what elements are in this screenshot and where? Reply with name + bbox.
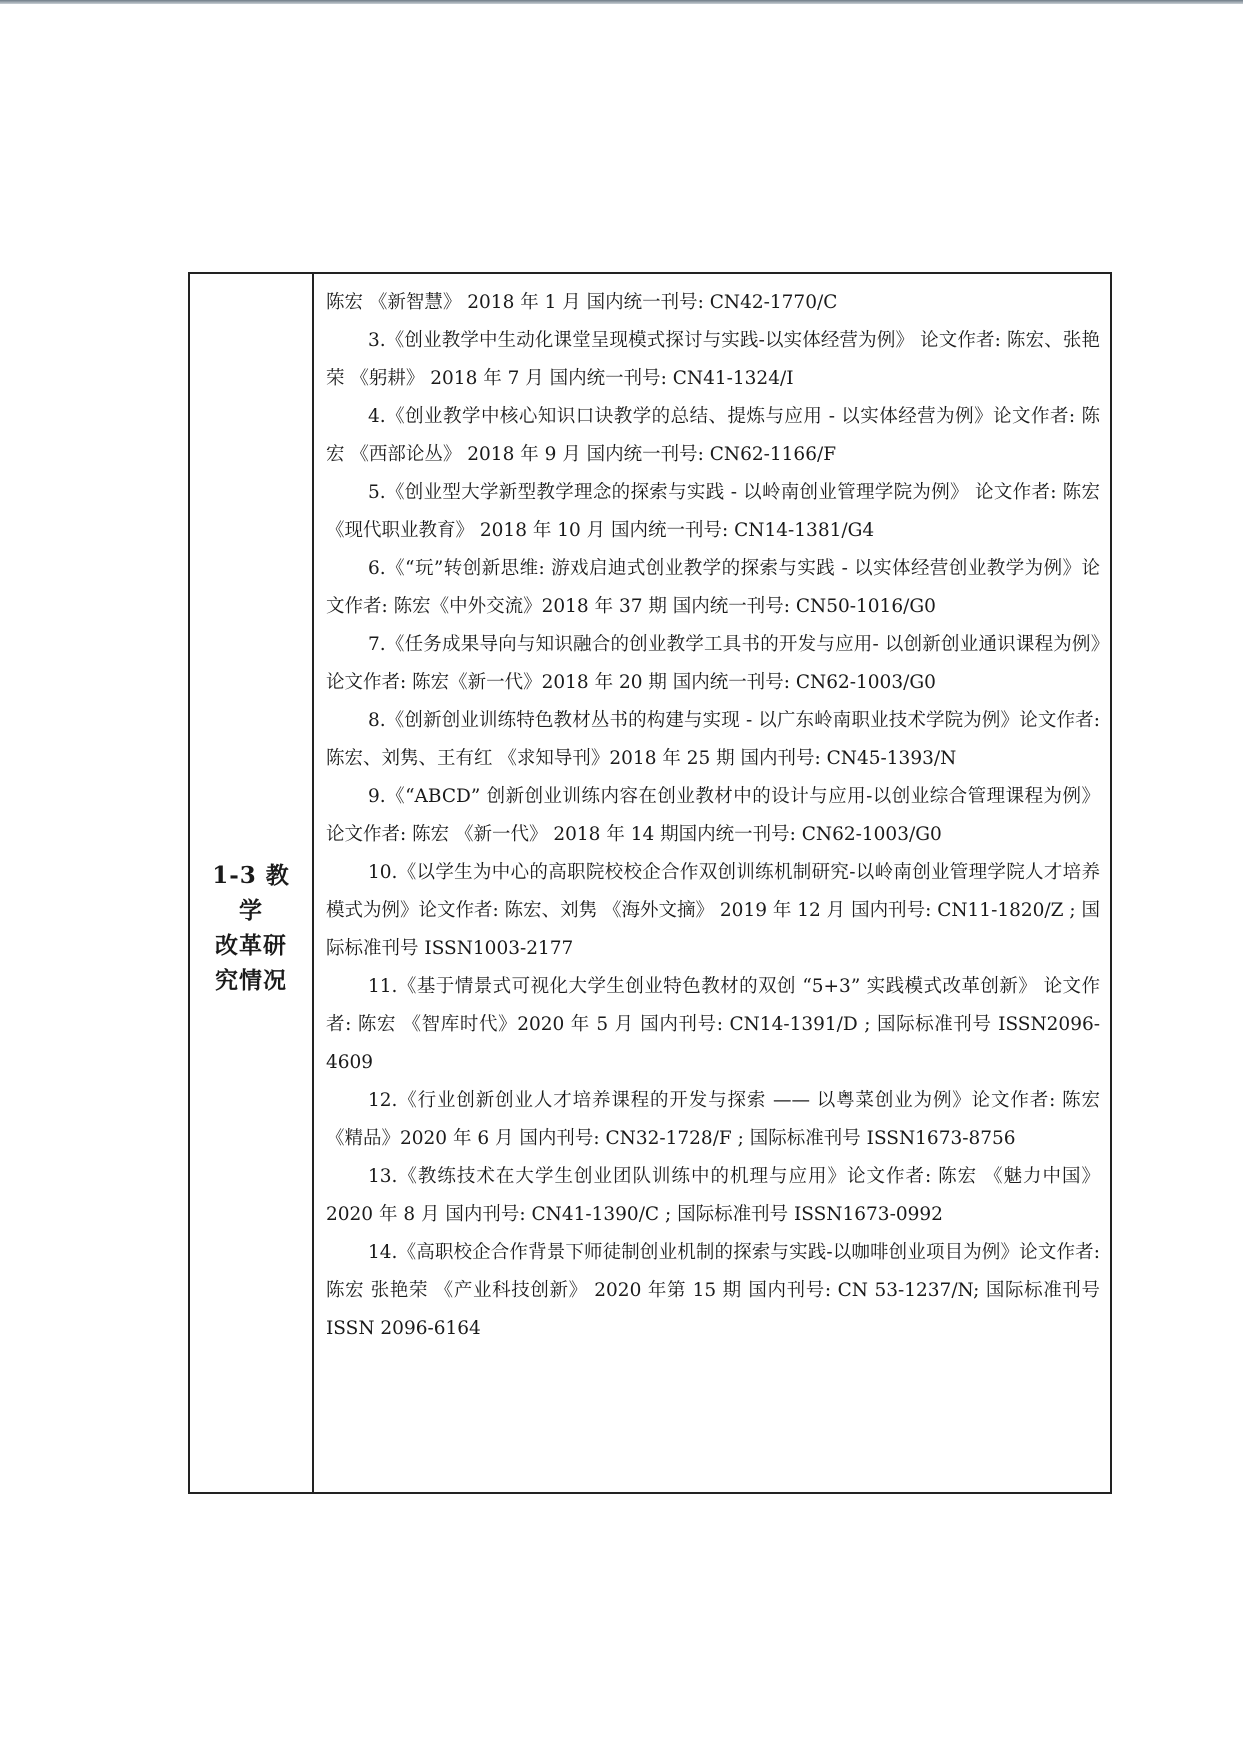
content-cell [314, 274, 1110, 1492]
publication-entry: 陈宏 《新智慧》 2018 年 1 月 国内统一刊号: CN42-1770/C [326, 292, 838, 313]
publication-entry: 6.《“玩”转创新思维: 游戏启迪式创业教学的探索与实践 - 以实体经营创业教学为例》论文作者: 陈宏《中外交流》2018 年 37 期 国内统一刊号: CN50-1016/G0 [326, 558, 1100, 617]
publication-entry: 10.《以学生为中心的高职院校校企合作双创训练机制研究-以岭南创业管理学院人才培养模式为例》论文作者: 陈宏、刘隽 《海外文摘》 2019 年 12 月 国内刊号: CN11-1820/Z ; 国际标准刊号 ISSN1003-2177 [326, 862, 1100, 959]
publication-entry: 9.《“ABCD” 创新创业训练内容在创业教材中的设计与应用-以创业综合管理课程为例》论文作者: 陈宏 《新一代》 2018 年 14 期国内统一刊号: CN62-1003/G0 [326, 786, 1100, 845]
scan-edge [0, 0, 1243, 4]
publication-entry: 12.《行业创新创业人才培养课程的开发与探索 —— 以粤菜创业为例》论文作者: 陈宏 《精品》2020 年 6 月 国内刊号: CN32-1728/F ; 国际标准刊号 ISSN1673-8756 [326, 1090, 1100, 1149]
section-label: 1-3 教学 改革研 究情况 [212, 862, 290, 994]
section-label-cell [190, 274, 314, 1492]
form-table [188, 272, 1112, 1494]
publication-entry: 11.《基于情景式可视化大学生创业特色教材的双创 “5+3” 实践模式改革创新》 论文作者: 陈宏 《智库时代》2020 年 5 月 国内刊号: CN14-1391/D ; 国际标准刊号 ISSN2096-4609 [326, 976, 1100, 1073]
publication-entry: 5.《创业型大学新型教学理念的探索与实践 - 以岭南创业管理学院为例》 论文作者: 陈宏 《现代职业教育》 2018 年 10 月 国内统一刊号: CN14-1381/G4 [326, 482, 1100, 541]
publication-entry: 8.《创新创业训练特色教材丛书的构建与实现 - 以广东岭南职业技术学院为例》论文作者: 陈宏、刘隽、王有红 《求知导刊》2018 年 25 期 国内刊号: CN45-1393/N [326, 710, 1100, 769]
publication-entry: 7.《任务成果导向与知识融合的创业教学工具书的开发与应用- 以创新创业通识课程为例》论文作者: 陈宏《新一代》2018 年 20 期 国内统一刊号: CN62-1003/G0 [326, 634, 1100, 693]
publication-entry: 3.《创业教学中生动化课堂呈现模式探讨与实践-以实体经营为例》 论文作者: 陈宏、张艳荣 《躬耕》 2018 年 7 月 国内统一刊号: CN41-1324/I [326, 330, 1100, 389]
publication-entry: 4.《创业教学中核心知识口诀教学的总结、提炼与应用 - 以实体经营为例》论文作者: 陈宏 《西部论丛》 2018 年 9 月 国内统一刊号: CN62-1166/F [326, 406, 1100, 465]
publication-entry: 14.《高职校企合作背景下师徒制创业机制的探索与实践-以咖啡创业项目为例》论文作者: 陈宏 张艳荣 《产业科技创新》 2020 年第 15 期 国内刊号: CN 53-1237/N; 国际标准刊号 ISSN 2096-6164 [326, 1242, 1100, 1339]
publication-entry: 13.《教练技术在大学生创业团队训练中的机理与应用》论文作者: 陈宏 《魅力中国》 2020 年 8 月 国内刊号: CN41-1390/C ; 国际标准刊号 ISSN1673-0992 [326, 1166, 1100, 1225]
